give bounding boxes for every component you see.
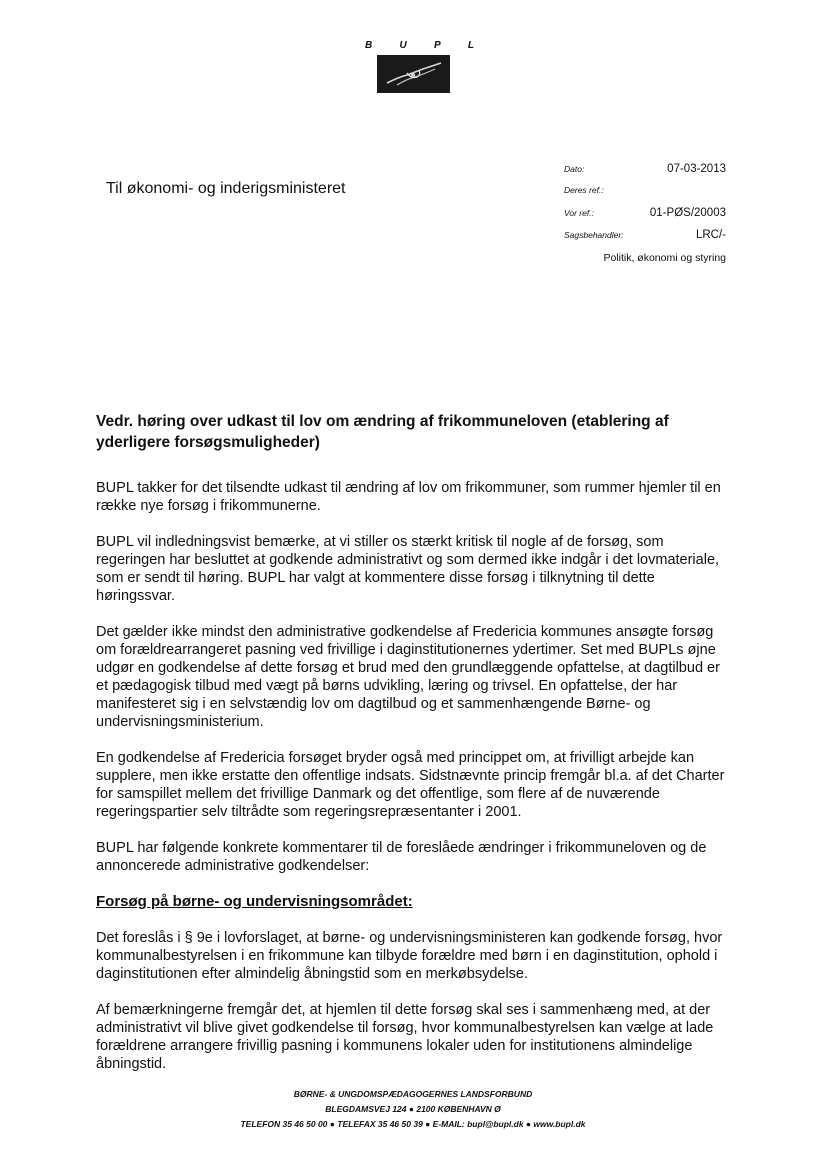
logo-letter: B — [365, 40, 374, 51]
letter-body — [96, 411, 736, 1091]
body-paragraph: Det gælder ikke mindst den administrative godkendelse af Fredericia kommunes ansøgte forsøg om forældrearrangeret pasning ved frivillige i daginstitutionernes ydertimer. Set med BUPLs øjne udgør en godkendelse af dette forsøg et brud med den grundlæggende opfattelse, at dagtilbud er et pædagogisk tilbud med vægt på børns udvikling, læring og trivsel. En opfattelse, der har manifesteret sig i en selvstændig lov om dagtilbud og et sammenhængende Børne- og undervisningsministerium. — [96, 624, 720, 730]
logo-lettering — [365, 40, 475, 51]
logo-letter: U — [399, 40, 408, 51]
letterhead-footer — [0, 1087, 826, 1132]
body-paragraph: En godkendelse af Fredericia forsøget bryder også med princippet om, at frivilligt arbejde kan supplere, men ikke erstatte den offentlige indsats. Sidstnævnte princip fremgår bl.a. af det Charter for samspillet mellem det frivillige Danmark og det offentlige, som flere af de nuværende regeringspartier selv tiltrådte som regeringsrepræsentanter i 2001. — [96, 750, 725, 820]
section-heading: Forsøg på børne- og undervisningsområdet: — [96, 893, 413, 910]
body-paragraph: BUPL har følgende konkrete kommentarer til de foreslåede ændringer i frikommuneloven og de annoncerede administrative godkendelser: — [96, 840, 707, 874]
bupl-logo — [377, 55, 450, 93]
meta-label: Deres ref.: — [564, 185, 604, 195]
body-paragraph: BUPL takker for det tilsendte udkast til ændring af lov om frikommuner, som rummer hjemler til en række nye forsøg i frikommunerne. — [96, 480, 721, 514]
meta-label: Sagsbehandler: — [564, 230, 624, 240]
meta-label: Dato: — [564, 164, 585, 174]
handshake-icon — [377, 55, 450, 93]
meta-row-date — [564, 163, 726, 185]
meta-value: 01-PØS/20003 — [649, 207, 726, 219]
reference-block — [564, 163, 726, 264]
meta-row-your-ref — [564, 185, 726, 207]
body-paragraph: Det foreslås i § 9e i lovforslaget, at børne- og undervisningsministeren kan godkende forsøg, hvor kommunalbestyrelsen i en frikommune kan tilbyde forældre med børn i en daginstitution, ophold i daginstitutionen efter almindelig åbningstid som en merkøbsydelse. — [96, 930, 723, 982]
department: Politik, økonomi og styring — [603, 252, 726, 264]
meta-label: Vor ref.: — [564, 208, 594, 218]
logo-letter: L — [467, 40, 475, 51]
meta-row-case-handler — [564, 229, 726, 251]
meta-value: 07-03-2013 — [667, 163, 726, 175]
recipient: Til økonomi- og inderigsministeret — [106, 180, 346, 197]
body-paragraph: Af bemærkningerne fremgår det, at hjemlen til dette forsøg skal ses i sammenhæng med, at der administrativt vil blive givet godkendelse til forsøg, hvor kommunalbestyrelsen kan vælge at lade forældrene arrangere frivillig pasning i kommunens lokaler uden for institutionens almindelige åbningstid. — [96, 1002, 714, 1072]
footer-address: BLEGDAMSVEJ 124 ● 2100 KØBENHAVN Ø — [325, 1104, 501, 1114]
subject-line: Vedr. høring over udkast til lov om ændring af frikommuneloven (etablering af yderligere forsøgsmuligheder) — [96, 413, 669, 451]
logo-letter: P — [433, 40, 442, 51]
meta-value: LRC/- — [695, 229, 726, 241]
body-paragraph: BUPL vil indledningsvist bemærke, at vi stiller os stærkt kritisk til nogle af de forsøg, som regeringen har besluttet at godkende administrativt og som dermed ikke indgår i det lovmateriale, som er sendt til høring. BUPL har valgt at kommentere disse forsøg i tilknytning til dette høringssvar. — [96, 534, 720, 604]
meta-row-our-ref — [564, 207, 726, 229]
footer-organisation: BØRNE- & UNGDOMSPÆDAGOGERNES LANDSFORBUND — [293, 1089, 533, 1099]
footer-contact: TELEFON 35 46 50 00 ● TELEFAX 35 46 50 39 ● E-MAIL: bupl@bupl.dk ● www.bupl.dk — [240, 1119, 586, 1129]
